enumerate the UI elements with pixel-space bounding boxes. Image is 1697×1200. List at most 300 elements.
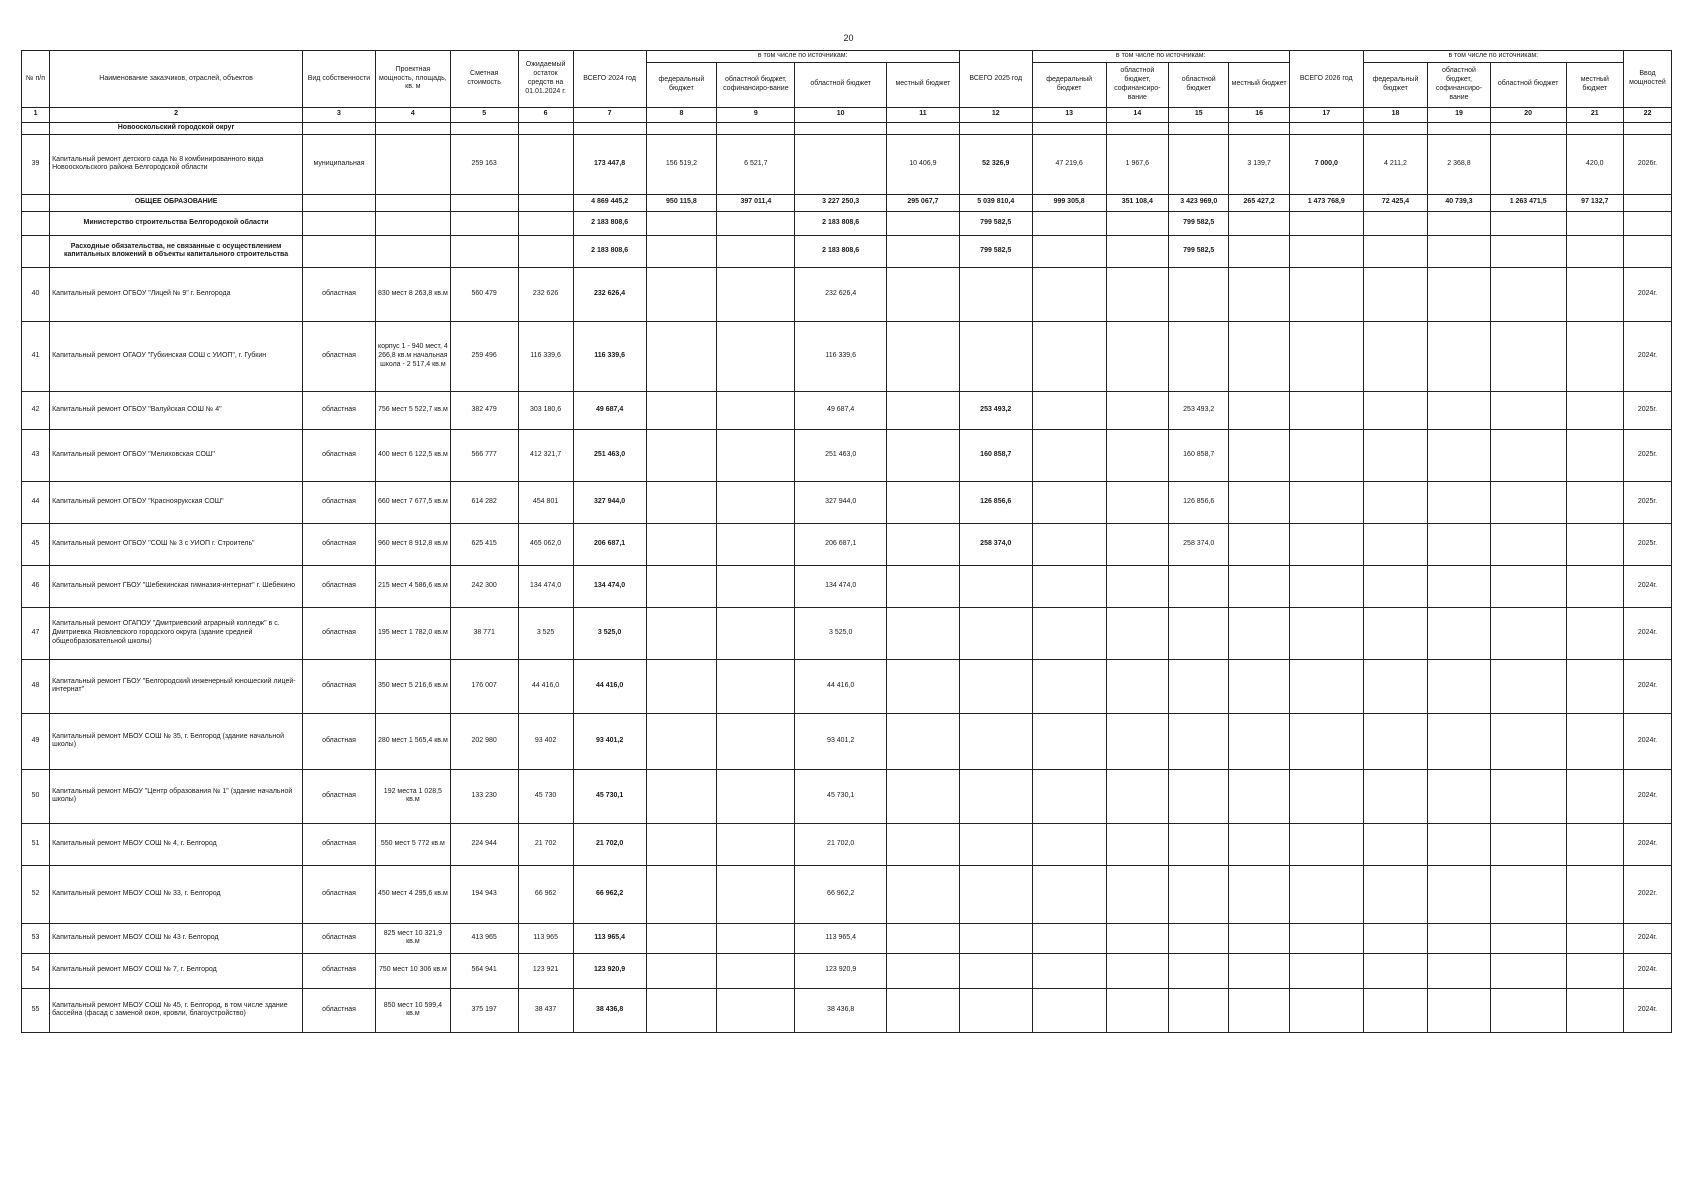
table-cell bbox=[1106, 988, 1168, 1032]
column-number: 12 bbox=[959, 107, 1032, 122]
table-cell bbox=[1229, 235, 1289, 267]
table-cell: 123 920,9 bbox=[795, 953, 887, 988]
table-cell bbox=[1566, 321, 1623, 391]
table-cell bbox=[1490, 769, 1566, 823]
table-cell bbox=[1363, 769, 1428, 823]
table-cell bbox=[886, 769, 959, 823]
column-number: 5 bbox=[450, 107, 518, 122]
column-number: 3 bbox=[303, 107, 376, 122]
table-cell bbox=[717, 267, 795, 321]
table-cell: областная bbox=[303, 481, 376, 523]
table-cell bbox=[1032, 769, 1106, 823]
table-cell: Капитальный ремонт ОГБОУ "Лицей № 9" г. Белгорода bbox=[50, 267, 303, 321]
header-mest-2026: местный бюджет bbox=[1566, 62, 1623, 107]
table-cell bbox=[1566, 865, 1623, 923]
table-cell bbox=[1032, 823, 1106, 865]
table-cell bbox=[646, 391, 717, 429]
table-cell: 2 183 808,6 bbox=[573, 235, 646, 267]
section-row bbox=[22, 122, 1672, 134]
table-row bbox=[22, 134, 1672, 194]
table-cell: 2024г. bbox=[1623, 607, 1671, 659]
table-cell: 93 401,2 bbox=[795, 713, 887, 769]
column-number: 7 bbox=[573, 107, 646, 122]
table-cell: 265 427,2 bbox=[1229, 194, 1289, 211]
table-cell: 2024г. bbox=[1623, 713, 1671, 769]
table-cell bbox=[1032, 267, 1106, 321]
table-header bbox=[22, 51, 1672, 123]
table-row bbox=[22, 429, 1672, 481]
table-cell bbox=[1428, 429, 1490, 481]
table-cell bbox=[450, 211, 518, 235]
table-cell: областная bbox=[303, 823, 376, 865]
table-cell bbox=[1490, 481, 1566, 523]
table-cell: 202 980 bbox=[450, 713, 518, 769]
header-cofin-2025: областной бюджет, софинансиро-вание bbox=[1106, 62, 1168, 107]
table-cell: 2024г. bbox=[1623, 823, 1671, 865]
section-title: Новооскольский городской округ bbox=[50, 122, 303, 134]
table-cell bbox=[959, 565, 1032, 607]
table-cell bbox=[886, 659, 959, 713]
table-cell: 1 473 768,9 bbox=[1289, 194, 1363, 211]
table-cell bbox=[1032, 659, 1106, 713]
table-cell: Капитальный ремонт МБОУ СОШ № 43 г. Белгород bbox=[50, 923, 303, 953]
table-cell: 400 мест 6 122,5 кв.м bbox=[375, 429, 450, 481]
table-cell bbox=[886, 429, 959, 481]
table-cell: 49 687,4 bbox=[573, 391, 646, 429]
table-cell: 232 626,4 bbox=[795, 267, 887, 321]
table-cell: 2024г. bbox=[1623, 321, 1671, 391]
table-cell: 2024г. bbox=[1623, 267, 1671, 321]
table-cell: 4 211,2 bbox=[1363, 134, 1428, 194]
table-cell: 47 219,6 bbox=[1032, 134, 1106, 194]
table-cell: 123 920,9 bbox=[573, 953, 646, 988]
table-cell: 173 447,8 bbox=[573, 134, 646, 194]
table-cell bbox=[1490, 659, 1566, 713]
table-cell: Расходные обязательства, не связанные с осуществлением капитальных вложений в объекты капитального строительства bbox=[50, 235, 303, 267]
table-cell bbox=[1229, 429, 1289, 481]
column-number: 19 bbox=[1428, 107, 1490, 122]
table-cell: 2026г. bbox=[1623, 134, 1671, 194]
header-num: № п/п bbox=[22, 51, 50, 108]
table-cell: 113 965,4 bbox=[795, 923, 887, 953]
table-cell: областная bbox=[303, 769, 376, 823]
table-cell bbox=[1032, 523, 1106, 565]
column-number: 10 bbox=[795, 107, 887, 122]
table-cell bbox=[1428, 267, 1490, 321]
table-cell: 38 437 bbox=[518, 988, 573, 1032]
table-cell: Капитальный ремонт МБОУ "Центр образования № 1" (здание начальной школы) bbox=[50, 769, 303, 823]
table-cell: 1 263 471,5 bbox=[1490, 194, 1566, 211]
table-cell bbox=[1566, 769, 1623, 823]
page-number: 20 bbox=[843, 33, 854, 43]
table-cell: Капитальный ремонт ОГБОУ "СОШ № 3 с УИОП г. Строитель" bbox=[50, 523, 303, 565]
table-cell bbox=[1106, 211, 1168, 235]
table-cell bbox=[1229, 923, 1289, 953]
table-cell bbox=[1169, 823, 1229, 865]
table-cell bbox=[1428, 607, 1490, 659]
table-cell: 194 943 bbox=[450, 865, 518, 923]
table-cell: 420,0 bbox=[1566, 134, 1623, 194]
table-cell bbox=[375, 134, 450, 194]
table-cell bbox=[886, 267, 959, 321]
table-cell: 450 мест 4 295,6 кв.м bbox=[375, 865, 450, 923]
table-cell bbox=[1490, 134, 1566, 194]
table-cell: 44 416,0 bbox=[518, 659, 573, 713]
table-cell: 126 856,6 bbox=[1169, 481, 1229, 523]
table-row bbox=[22, 823, 1672, 865]
table-cell bbox=[1229, 391, 1289, 429]
table-cell bbox=[1490, 211, 1566, 235]
table-cell bbox=[1032, 988, 1106, 1032]
header-sources-2025: в том числе по источникам: bbox=[1032, 51, 1289, 63]
table-cell bbox=[795, 134, 887, 194]
table-cell bbox=[1229, 769, 1289, 823]
table-cell bbox=[1566, 988, 1623, 1032]
table-cell bbox=[959, 823, 1032, 865]
table-cell bbox=[717, 713, 795, 769]
table-cell bbox=[1106, 953, 1168, 988]
header-sources-2026: в том числе по источникам: bbox=[1363, 51, 1623, 63]
table-cell bbox=[1566, 523, 1623, 565]
table-cell: Министерство строительства Белгородской области bbox=[50, 211, 303, 235]
table-cell bbox=[1289, 565, 1363, 607]
table-cell: 2 183 808,6 bbox=[795, 235, 887, 267]
table-row bbox=[22, 523, 1672, 565]
table-cell bbox=[303, 235, 376, 267]
table-cell bbox=[1566, 923, 1623, 953]
table-cell bbox=[1106, 923, 1168, 953]
table-cell bbox=[1106, 823, 1168, 865]
table-cell bbox=[1289, 235, 1363, 267]
table-cell: 397 011,4 bbox=[717, 194, 795, 211]
table-cell: 2024г. bbox=[1623, 988, 1671, 1032]
table-cell: 52 326,9 bbox=[959, 134, 1032, 194]
table-cell: Капитальный ремонт МБОУ СОШ № 45, г. Белгород, в том числе здание бассейна (фасад с заменой окон, кровли, благоустройство) bbox=[50, 988, 303, 1032]
table-cell: 195 мест 1 782,0 кв.м bbox=[375, 607, 450, 659]
table-cell: 42 bbox=[22, 391, 50, 429]
table-cell: 4 869 445,2 bbox=[573, 194, 646, 211]
table-cell bbox=[1623, 194, 1671, 211]
table-cell: Капитальный ремонт МБОУ СОШ № 35, г. Белгород (здание начальной школы) bbox=[50, 713, 303, 769]
table-cell: 375 197 bbox=[450, 988, 518, 1032]
header-total-2024: ВСЕГО 2024 год bbox=[573, 51, 646, 108]
table-cell: 660 мест 7 677,5 кв.м bbox=[375, 481, 450, 523]
table-cell bbox=[1623, 211, 1671, 235]
column-number: 16 bbox=[1229, 107, 1289, 122]
table-cell bbox=[1566, 267, 1623, 321]
table-cell: 825 мест 10 321,9 кв.м bbox=[375, 923, 450, 953]
header-obl-2026: областной бюджет bbox=[1490, 62, 1566, 107]
table-cell bbox=[1490, 953, 1566, 988]
header-commissioning: Ввод мощностей bbox=[1623, 51, 1671, 108]
table-cell bbox=[375, 211, 450, 235]
header-cofin-2024: областной бюджет, софинансиро-вание bbox=[717, 62, 795, 107]
table-cell: 21 702 bbox=[518, 823, 573, 865]
header-total-2025: ВСЕГО 2025 год bbox=[959, 51, 1032, 108]
table-cell bbox=[646, 988, 717, 1032]
column-number: 9 bbox=[717, 107, 795, 122]
table-cell: 799 582,5 bbox=[1169, 211, 1229, 235]
table-cell: областная bbox=[303, 429, 376, 481]
table-cell: 113 965 bbox=[518, 923, 573, 953]
table-cell: 2024г. bbox=[1623, 769, 1671, 823]
table-cell: 2024г. bbox=[1623, 923, 1671, 953]
table-cell bbox=[1490, 823, 1566, 865]
table-cell: 454 801 bbox=[518, 481, 573, 523]
table-cell bbox=[717, 865, 795, 923]
table-cell bbox=[1289, 391, 1363, 429]
table-cell bbox=[1363, 565, 1428, 607]
table-cell: 303 180,6 bbox=[518, 391, 573, 429]
table-cell bbox=[1490, 565, 1566, 607]
table-cell: 280 мест 1 565,4 кв.м bbox=[375, 713, 450, 769]
table-cell: 38 436,8 bbox=[573, 988, 646, 1032]
table-cell: 413 965 bbox=[450, 923, 518, 953]
table-cell: областная bbox=[303, 523, 376, 565]
table-cell: областная bbox=[303, 659, 376, 713]
table-cell bbox=[1490, 923, 1566, 953]
table-cell bbox=[717, 607, 795, 659]
column-number: 15 bbox=[1169, 107, 1229, 122]
table-cell: 113 965,4 bbox=[573, 923, 646, 953]
table-cell bbox=[717, 391, 795, 429]
table-cell bbox=[1363, 953, 1428, 988]
table-cell bbox=[1229, 823, 1289, 865]
table-cell bbox=[646, 211, 717, 235]
table-cell: Капитальный ремонт ОГАОУ "Губкинская СОШ с УИОП", г. Губкин bbox=[50, 321, 303, 391]
table-row bbox=[22, 659, 1672, 713]
table-cell bbox=[1363, 211, 1428, 235]
table-cell bbox=[1363, 523, 1428, 565]
table-cell bbox=[717, 769, 795, 823]
table-cell bbox=[646, 923, 717, 953]
table-cell: областная bbox=[303, 865, 376, 923]
table-cell: 21 702,0 bbox=[795, 823, 887, 865]
table-cell: 40 bbox=[22, 267, 50, 321]
table-cell bbox=[646, 713, 717, 769]
table-cell: 7 000,0 bbox=[1289, 134, 1363, 194]
table-row bbox=[22, 565, 1672, 607]
table-cell bbox=[646, 659, 717, 713]
table-cell: 465 062,0 bbox=[518, 523, 573, 565]
table-cell bbox=[1106, 865, 1168, 923]
table-cell: 3 525 bbox=[518, 607, 573, 659]
table-cell: 45 730,1 bbox=[573, 769, 646, 823]
table-cell bbox=[717, 523, 795, 565]
table-cell bbox=[1363, 235, 1428, 267]
table-cell bbox=[1428, 823, 1490, 865]
column-number: 8 bbox=[646, 107, 717, 122]
header-obl-2025: областной бюджет bbox=[1169, 62, 1229, 107]
table-cell bbox=[646, 565, 717, 607]
table-cell bbox=[1106, 481, 1168, 523]
table-cell bbox=[1032, 211, 1106, 235]
table-cell: 2022г. bbox=[1623, 865, 1671, 923]
table-cell bbox=[1363, 429, 1428, 481]
table-cell: Капитальный ремонт ОГБОУ "Валуйская СОШ № 4" bbox=[50, 391, 303, 429]
table-cell bbox=[886, 321, 959, 391]
table-cell bbox=[1106, 429, 1168, 481]
table-cell bbox=[1032, 713, 1106, 769]
table-cell bbox=[717, 923, 795, 953]
table-cell bbox=[1566, 391, 1623, 429]
table-cell: Капитальный ремонт детского сада № 8 комбинированного вида Новооскольского района Белгородской области bbox=[50, 134, 303, 194]
table-cell bbox=[1169, 267, 1229, 321]
table-cell bbox=[886, 391, 959, 429]
table-cell bbox=[1169, 321, 1229, 391]
table-cell: 38 436,8 bbox=[795, 988, 887, 1032]
table-cell bbox=[1229, 523, 1289, 565]
table-cell bbox=[717, 565, 795, 607]
table-cell bbox=[518, 211, 573, 235]
table-cell bbox=[717, 481, 795, 523]
table-cell bbox=[1106, 713, 1168, 769]
table-cell bbox=[1428, 953, 1490, 988]
table-cell bbox=[646, 523, 717, 565]
table-cell: 40 739,3 bbox=[1428, 194, 1490, 211]
table-cell: 116 339,6 bbox=[518, 321, 573, 391]
table-cell bbox=[1289, 823, 1363, 865]
table-cell bbox=[959, 267, 1032, 321]
table-cell bbox=[518, 235, 573, 267]
table-cell: 2025г. bbox=[1623, 391, 1671, 429]
table-cell: 2 183 808,6 bbox=[573, 211, 646, 235]
table-cell bbox=[1490, 607, 1566, 659]
header-ownership: Вид собственности bbox=[303, 51, 376, 108]
table-cell: 53 bbox=[22, 923, 50, 953]
table-cell: 46 bbox=[22, 565, 50, 607]
column-number: 20 bbox=[1490, 107, 1566, 122]
table-cell: областная bbox=[303, 321, 376, 391]
table-cell bbox=[1566, 211, 1623, 235]
table-cell bbox=[1428, 481, 1490, 523]
table-cell: 327 944,0 bbox=[795, 481, 887, 523]
table-row bbox=[22, 194, 1672, 211]
table-cell bbox=[303, 211, 376, 235]
table-cell bbox=[886, 953, 959, 988]
table-cell bbox=[1032, 565, 1106, 607]
table-cell: 160 858,7 bbox=[959, 429, 1032, 481]
table-cell: 3 525,0 bbox=[795, 607, 887, 659]
table-cell: 850 мест 10 599,4 кв.м bbox=[375, 988, 450, 1032]
table-cell: 799 582,5 bbox=[959, 211, 1032, 235]
table-cell bbox=[1169, 865, 1229, 923]
table-cell bbox=[1566, 607, 1623, 659]
table-cell: 550 мест 5 772 кв.м bbox=[375, 823, 450, 865]
table-cell: 1 967,6 bbox=[1106, 134, 1168, 194]
table-body bbox=[22, 122, 1672, 1032]
table-cell bbox=[1229, 607, 1289, 659]
table-cell bbox=[1428, 769, 1490, 823]
table-row bbox=[22, 953, 1672, 988]
table-cell: 564 941 bbox=[450, 953, 518, 988]
table-cell bbox=[1289, 953, 1363, 988]
table-cell bbox=[1490, 235, 1566, 267]
table-cell bbox=[646, 481, 717, 523]
table-cell bbox=[1490, 713, 1566, 769]
table-cell: областная bbox=[303, 391, 376, 429]
table-cell: 259 163 bbox=[450, 134, 518, 194]
table-row bbox=[22, 321, 1672, 391]
table-cell: 133 230 bbox=[450, 769, 518, 823]
table-cell bbox=[1106, 607, 1168, 659]
table-cell bbox=[1032, 923, 1106, 953]
table-cell: 134 474,0 bbox=[518, 565, 573, 607]
table-cell bbox=[959, 988, 1032, 1032]
table-cell: 49 bbox=[22, 713, 50, 769]
table-cell: 412 321,7 bbox=[518, 429, 573, 481]
table-cell bbox=[1032, 953, 1106, 988]
table-cell bbox=[1229, 211, 1289, 235]
table-cell: 2024г. bbox=[1623, 953, 1671, 988]
table-row bbox=[22, 988, 1672, 1032]
table-cell bbox=[1106, 235, 1168, 267]
table-cell: 66 962,2 bbox=[795, 865, 887, 923]
table-cell bbox=[1229, 659, 1289, 713]
table-cell: 206 687,1 bbox=[795, 523, 887, 565]
table-cell bbox=[1169, 607, 1229, 659]
table-cell bbox=[1106, 565, 1168, 607]
table-cell: 44 416,0 bbox=[795, 659, 887, 713]
table-cell bbox=[1106, 769, 1168, 823]
table-cell bbox=[1229, 865, 1289, 923]
table-cell: 2024г. bbox=[1623, 659, 1671, 713]
table-cell bbox=[1169, 565, 1229, 607]
table-cell: 566 777 bbox=[450, 429, 518, 481]
table-cell bbox=[959, 923, 1032, 953]
table-cell bbox=[886, 235, 959, 267]
table-cell: 258 374,0 bbox=[1169, 523, 1229, 565]
table-cell bbox=[1490, 988, 1566, 1032]
table-cell bbox=[1363, 481, 1428, 523]
table-cell bbox=[1363, 267, 1428, 321]
table-cell bbox=[1289, 923, 1363, 953]
table-cell: ОБЩЕЕ ОБРАЗОВАНИЕ bbox=[50, 194, 303, 211]
table-cell bbox=[1490, 391, 1566, 429]
table-cell bbox=[1428, 211, 1490, 235]
table-cell bbox=[1032, 429, 1106, 481]
table-cell bbox=[1106, 659, 1168, 713]
table-cell bbox=[1566, 481, 1623, 523]
table-cell bbox=[1566, 713, 1623, 769]
header-remaining: Ожидаемый остаток средств на 01.01.2024 г. bbox=[518, 51, 573, 108]
table-cell bbox=[1363, 391, 1428, 429]
column-number-row bbox=[22, 107, 1672, 122]
table-cell: 176 007 bbox=[450, 659, 518, 713]
table-cell bbox=[1169, 769, 1229, 823]
column-number: 1 bbox=[22, 107, 50, 122]
table-cell bbox=[1566, 823, 1623, 865]
table-cell: 3 139,7 bbox=[1229, 134, 1289, 194]
table-cell: Капитальный ремонт ОГБОУ "Красноярукская СОШ" bbox=[50, 481, 303, 523]
table-cell bbox=[1289, 267, 1363, 321]
table-cell bbox=[959, 607, 1032, 659]
table-cell bbox=[22, 211, 50, 235]
column-number: 2 bbox=[50, 107, 303, 122]
table-cell: 123 921 bbox=[518, 953, 573, 988]
table-cell bbox=[1106, 523, 1168, 565]
table-cell bbox=[717, 823, 795, 865]
table-cell: 93 402 bbox=[518, 713, 573, 769]
table-cell: 2 368,8 bbox=[1428, 134, 1490, 194]
table-cell bbox=[1289, 429, 1363, 481]
table-cell: 2024г. bbox=[1623, 565, 1671, 607]
table-cell bbox=[1428, 235, 1490, 267]
table-cell bbox=[1032, 321, 1106, 391]
table-cell: 999 305,8 bbox=[1032, 194, 1106, 211]
table-cell bbox=[717, 953, 795, 988]
table-cell bbox=[1428, 865, 1490, 923]
